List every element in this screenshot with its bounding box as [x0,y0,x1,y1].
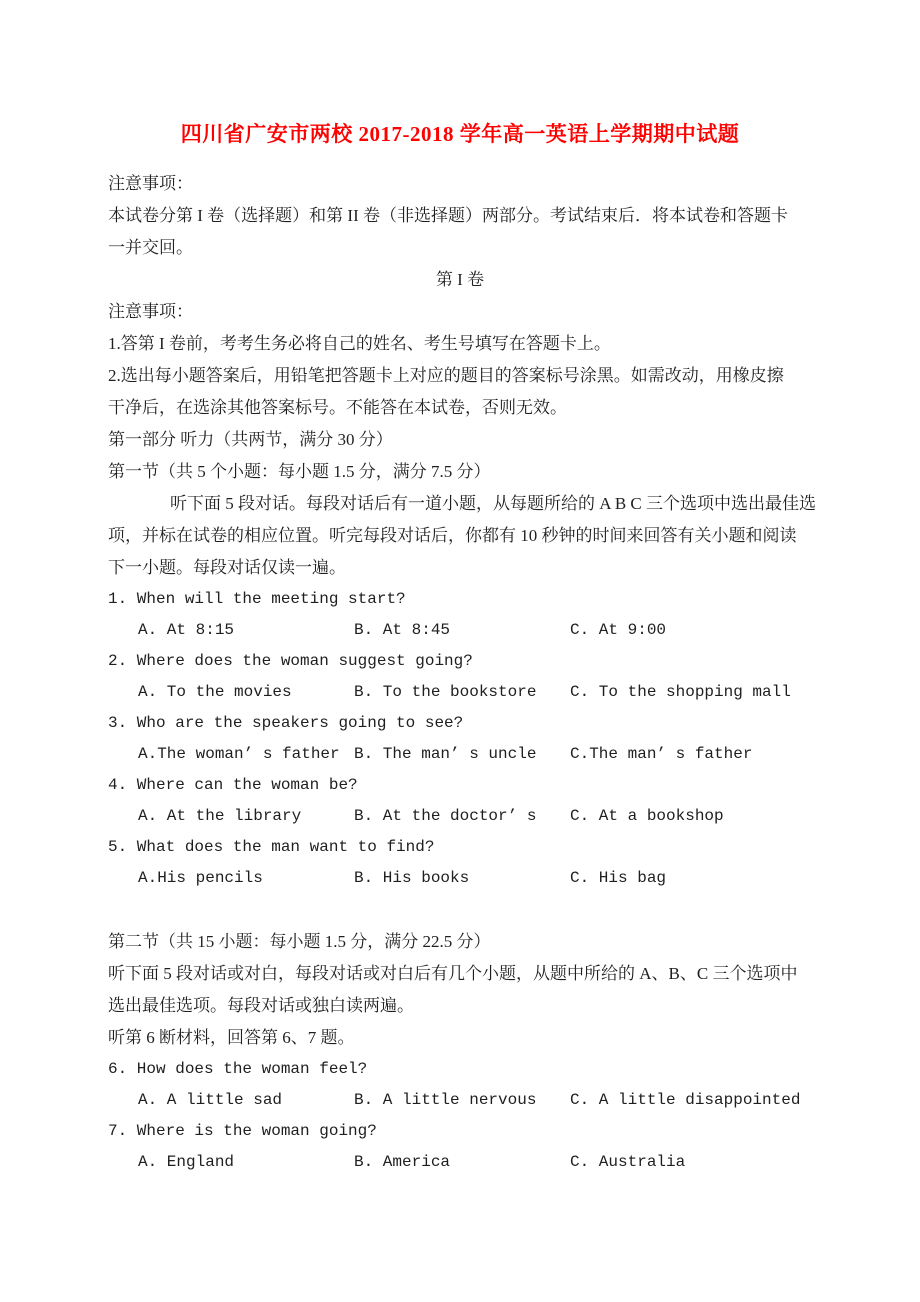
question-6-option-a: A. A little sad [138,1091,283,1109]
section1-heading: 第一节（共 5 个小题：每小题 1.5 分，满分 7.5 分） [108,462,491,481]
question-6-options [108,1085,812,1116]
question-2-option-a: A. To the movies [138,683,292,701]
question-3-options [108,739,812,770]
section2-instruction-line-2: 选出最佳选项。每段对话或独白读两遍。 [108,996,414,1015]
question-7-options [108,1147,812,1178]
question-2-options [108,677,812,708]
section2-material-note: 听第 6 断材料，回答第 6、7 题。 [108,1028,355,1047]
volume1-notice-label: 注意事项： [108,302,193,321]
question-2-option-c: C. To the shopping mall [570,683,791,701]
section1-instruction-line-1: 听下面 5 段对话。每段对话后有一道小题，从每题所给的 A B C 三个选项中选出最佳选 [170,494,817,513]
question-4 [108,770,812,832]
question-5-options [108,863,812,894]
question-1-option-a: A. At 8:15 [138,621,235,639]
question-4-option-c: C. At a bookshop [570,807,724,825]
question-6-text: 6. How does the woman feel? [108,1060,368,1078]
section1-instruction-line-3: 下一小题。每段对话仅读一遍。 [108,558,346,577]
section2-heading: 第二节（共 15 小题：每小题 1.5 分，满分 22.5 分） [108,932,491,951]
question-5-option-a: A.His pencils [138,869,263,887]
question-1-option-c: C. At 9:00 [570,621,667,639]
question-5-option-b: B. His books [354,869,470,887]
question-3-text: 3. Who are the speakers going to see? [108,714,464,732]
question-1-text: 1. When will the meeting start? [108,590,406,608]
blank-line [108,894,812,926]
volume1-notice-line-2: 2.选出每小题答案后，用铅笔把答题卡上对应的题目的答案标号涂黑。如需改动，用橡皮擦 [108,366,784,385]
doc-title: 四川省广安市两校 2017-2018 学年高一英语上学期期中试题 [180,122,740,146]
question-1 [108,584,812,646]
question-3-option-b: B. The man’ s uncle [354,745,537,763]
question-3 [108,708,812,770]
question-6-option-b: B. A little nervous [354,1091,537,1109]
question-7-text: 7. Where is the woman going? [108,1122,377,1140]
section2-instruction-line-1: 听下面 5 段对话或对白，每段对话或对白后有几个小题，从题中所给的 A、B、C 三个选项中 [108,964,798,983]
question-3-option-c: C.The man’ s father [570,745,753,763]
question-4-option-a: A. At the library [138,807,302,825]
question-1-options [108,615,812,646]
volume1-notice-line-1: 1.答第 I 卷前，考考生务必将自己的姓名、考生号填写在答题卡上。 [108,334,611,353]
question-6 [108,1054,812,1116]
volume1-heading: 第 I 卷 [435,270,485,289]
question-6-option-c: C. A little disappointed [570,1091,801,1109]
notice-line-1: 本试卷分第 I 卷（选择题）和第 II 卷（非选择题）两部分。考试结束后．将本试卷和答题卡 [108,206,788,225]
part1-heading: 第一部分 听力（共两节，满分 30 分） [108,430,393,449]
question-1-option-b: B. At 8:45 [354,621,451,639]
question-4-options [108,801,812,832]
question-5 [108,832,812,894]
volume1-notice-line-3: 干净后，在选涂其他答案标号。不能答在本试卷，否则无效。 [108,398,567,417]
question-7-option-a: A. England [138,1153,235,1171]
notice-label: 注意事项： [108,174,193,193]
question-7-option-c: C. Australia [570,1153,686,1171]
section1-instruction-line-2: 项，并标在试卷的相应位置。听完每段对话后，你都有 10 秒钟的时间来回答有关小题和阅读 [108,526,797,545]
question-4-text: 4. Where can the woman be? [108,776,358,794]
question-5-option-c: C. His bag [570,869,667,887]
question-2 [108,646,812,708]
question-2-text: 2. Where does the woman suggest going? [108,652,473,670]
question-2-option-b: B. To the bookstore [354,683,537,701]
question-7-option-b: B. America [354,1153,451,1171]
question-5-text: 5. What does the man want to find? [108,838,435,856]
question-7 [108,1116,812,1178]
question-3-option-a: A.The woman’ s father [138,745,340,763]
notice-line-2: 一并交回。 [108,238,193,257]
question-4-option-b: B. At the doctor’ s [354,807,537,825]
